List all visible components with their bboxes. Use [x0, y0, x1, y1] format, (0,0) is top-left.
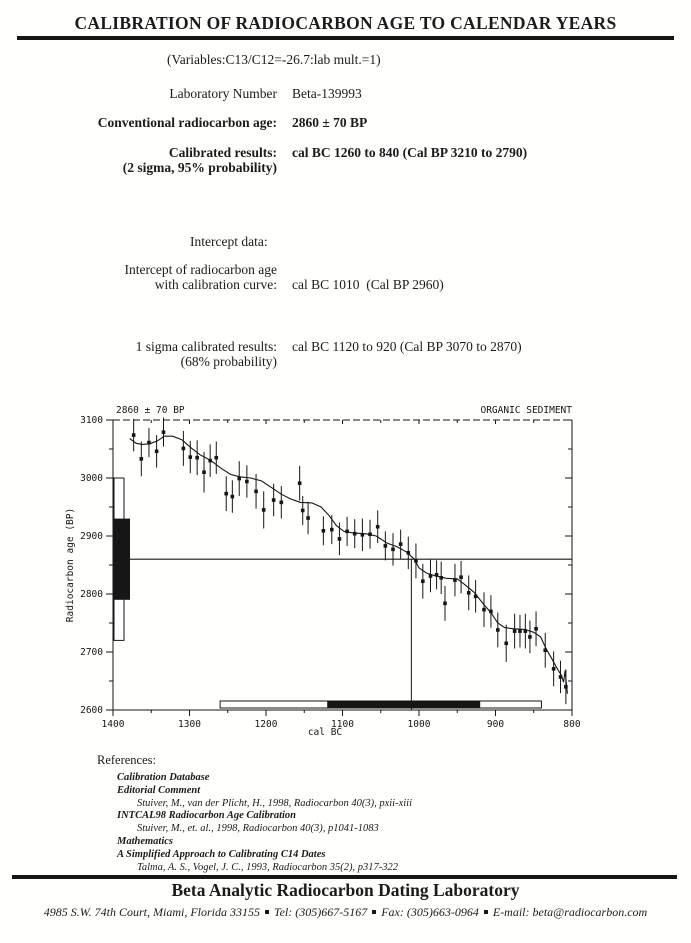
svg-text:ORGANIC SEDIMENT: ORGANIC SEDIMENT: [480, 405, 572, 416]
calibrated-results-sublabel: (2 sigma, 95% probability): [122, 160, 277, 175]
svg-text:2800: 2800: [80, 589, 103, 600]
reference-citation: Stuiver, M., van der Plicht, H., 1998, Radiocarbon 40(3), pxii-xiii: [137, 797, 412, 809]
calibrated-results-value: cal BC 1260 to 840 (Cal BP 3210 to 2790): [292, 145, 528, 160]
svg-text:800: 800: [563, 719, 581, 730]
reference-title: Mathematics: [117, 835, 174, 847]
svg-text:1000: 1000: [407, 719, 431, 730]
svg-text:2860 ± 70 BP: 2860 ± 70 BP: [116, 405, 185, 416]
lab-number-label: Laboratory Number: [169, 86, 277, 101]
reference-title: Editorial Comment: [117, 784, 201, 796]
references-list: [117, 772, 412, 874]
conventional-age-value: 2860 ± 70 BP: [292, 115, 368, 130]
reference-title: A Simplified Approach to Calibrating C14 Dates: [117, 848, 326, 860]
references-heading: References:: [97, 753, 156, 767]
svg-text:2700: 2700: [80, 647, 103, 658]
title-rule: [17, 36, 674, 40]
lab-fax: Fax: (305)663-0964: [381, 905, 479, 919]
lab-email: E-mail: beta@radiocarbon.com: [492, 905, 648, 919]
conventional-age-label: Conventional radiocarbon age:: [97, 115, 277, 130]
intercept-value: cal BC 1010 (Cal BP 2960): [292, 277, 444, 292]
reference-title: INTCAL98 Radiocarbon Age Calibration: [117, 810, 297, 822]
svg-text:2600: 2600: [80, 705, 103, 716]
svg-text:1200: 1200: [254, 719, 278, 730]
variables-line: (Variables:C13/C12=-26.7:lab mult.=1): [167, 52, 381, 67]
svg-text:2900: 2900: [80, 531, 103, 542]
one-sigma-sublabel: (68% probability): [180, 354, 277, 369]
svg-text:900: 900: [486, 719, 505, 730]
calibrated-results-label: Calibrated results:: [168, 145, 277, 160]
lab-number-value: Beta-139993: [292, 86, 362, 101]
svg-text:1100: 1100: [331, 719, 354, 730]
svg-text:3000: 3000: [80, 473, 103, 484]
reference-title: Calibration Database: [117, 772, 210, 783]
lab-tel: Tel: (305)667-5167: [274, 905, 368, 919]
calibration-chart: [0, 395, 691, 740]
lab-name: Beta Analytic Radiocarbon Dating Laboratory: [171, 880, 520, 900]
page-title: CALIBRATION OF RADIOCARBON AGE TO CALENDAR YEARS: [74, 13, 617, 33]
intercept-label-line2: with calibration curve:: [154, 277, 277, 292]
svg-text:1300: 1300: [178, 719, 201, 730]
bullet-separator-icon: [484, 910, 488, 914]
svg-text:1400: 1400: [101, 719, 125, 730]
svg-text:cal BC: cal BC: [307, 727, 343, 738]
bullet-separator-icon: [372, 910, 376, 914]
reference-citation: Talma, A. S., Vogel, J. C., 1993, Radiocarbon 35(2), p317-322: [137, 861, 399, 873]
lab-address: 4985 S.W. 74th Court, Miami, Florida 33155: [43, 905, 260, 919]
one-sigma-label: 1 sigma calibrated results:: [135, 339, 277, 354]
one-sigma-value: cal BC 1120 to 920 (Cal BP 3070 to 2870): [292, 339, 522, 354]
intercept-label-line1: Intercept of radiocarbon age: [124, 262, 277, 277]
svg-text:3100: 3100: [80, 415, 103, 426]
lab-address-line: [0, 905, 691, 920]
svg-text:Radiocarbon age (BP): Radiocarbon age (BP): [65, 507, 76, 623]
footer-rule: [12, 875, 677, 879]
bullet-separator-icon: [265, 910, 269, 914]
intercept-data-heading: Intercept data:: [190, 234, 268, 249]
reference-citation: Stuiver, M., et. al., 1998, Radiocarbon 40(3), p1041-1083: [137, 823, 379, 835]
